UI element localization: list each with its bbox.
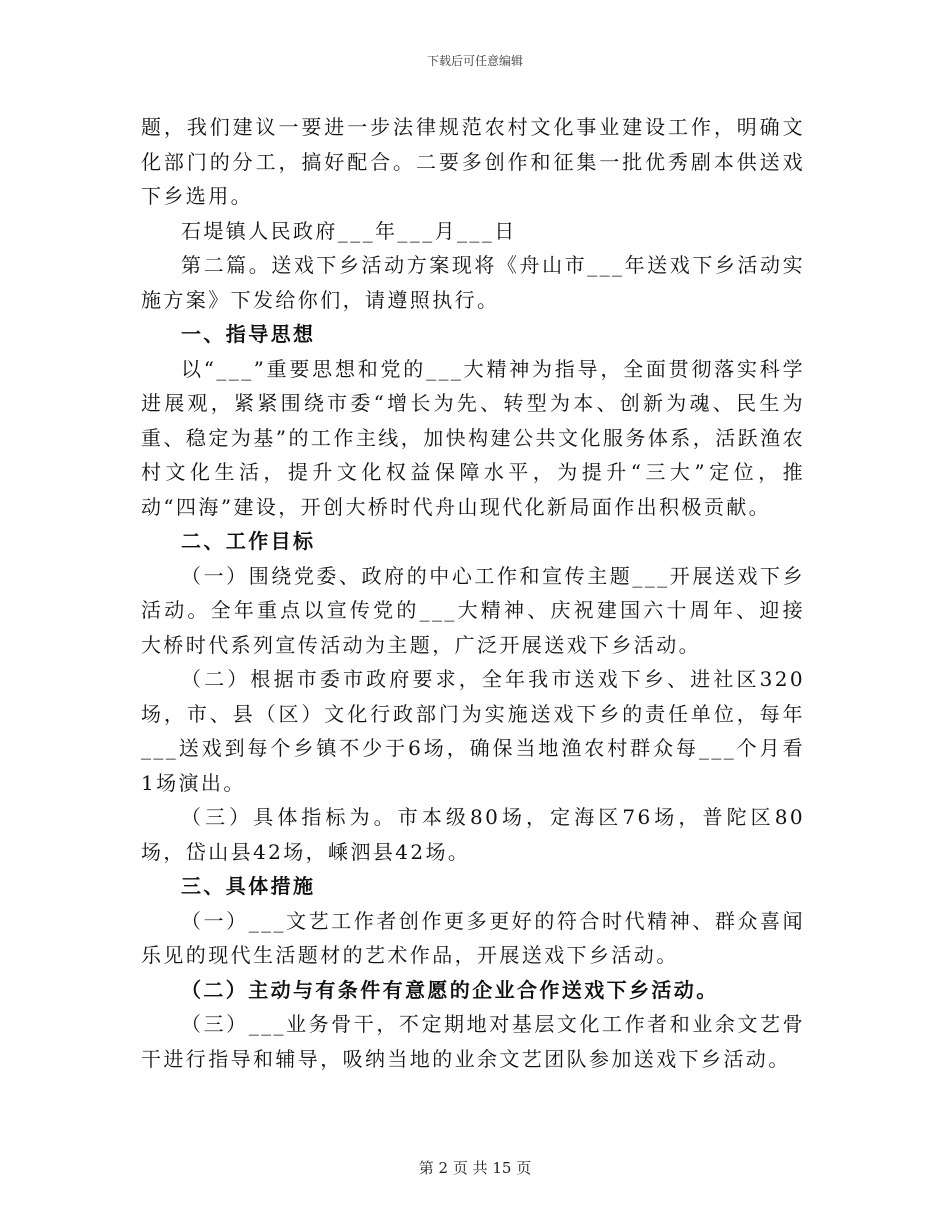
paragraph-signature-date: 石堤镇人民政府___年___月___日 (181, 218, 517, 243)
paragraph-measure-2: （二）主动与有条件有意愿的企业合作送戏下乡活动。 (181, 977, 719, 1002)
section-heading-measures: 三、具体措施 (181, 874, 316, 898)
paragraph-second-article-intro: 第二篇。送戏下乡活动方案现将《舟山市___年送戏下乡活动实施方案》下发给你们，请遵照执行。 (141, 253, 805, 312)
paragraph-continuation: 题，我们建议一要进一步法律规范农村文化事业建设工作，明确文化部门的分工，搞好配合。二要多创作和征集一批优秀剧本供送戏下乡选用。 (141, 115, 805, 208)
paragraph-guiding-thought: 以“___”重要思想和党的___大精神为指导，全面贯彻落实科学进展观，紧紧围绕市委“增长为先、转型为本、创新为魂、民生为重、稳定为基”的工作主线，加快构建公共文化服务体系，活跃渔农村文化生活，提升文化权益保障水平，为提升“三大”定位，推动“四海”建设，开创大桥时代舟山现代化新局面作出积极贡献。 (141, 356, 805, 519)
document-body (141, 110, 805, 1076)
page-footer: 第 2 页 共 15 页 (418, 1159, 532, 1177)
section-heading-work-goals: 二、工作目标 (181, 529, 316, 553)
page-header: 下载后可任意编辑 (426, 54, 523, 68)
paragraph-goal-3: （三）具体指标为。市本级80场，定海区76场，普陀区80场，岱山县42场，嵊泗县42场。 (141, 805, 805, 864)
paragraph-goal-1: （一）围绕党委、政府的中心工作和宣传主题___开展送戏下乡活动。全年重点以宣传党的___大精神、庆祝建国六十周年、迎接大桥时代系列宣传活动为主题，广泛开展送戏下乡活动。 (141, 563, 805, 657)
paragraph-measure-1: （一）___文艺工作者创作更多更好的符合时代精神、群众喜闻乐见的现代生活题材的艺术作品，开展送戏下乡活动。 (141, 908, 805, 967)
paragraph-measure-3: （三）___业务骨干，不定期地对基层文化工作者和业余文艺骨干进行指导和辅导，吸纳当地的业余文艺团队参加送戏下乡活动。 (141, 1012, 805, 1071)
paragraph-goal-2: （二）根据市委市政府要求，全年我市送戏下乡、进社区320场，市、县（区）文化行政部门为实施送戏下乡的责任单位，每年___送戏到每个乡镇不少于6场，确保当地渔农村群众每___个月看1场演出。 (141, 667, 805, 795)
section-heading-guiding-thought: 一、指导思想 (181, 322, 316, 346)
